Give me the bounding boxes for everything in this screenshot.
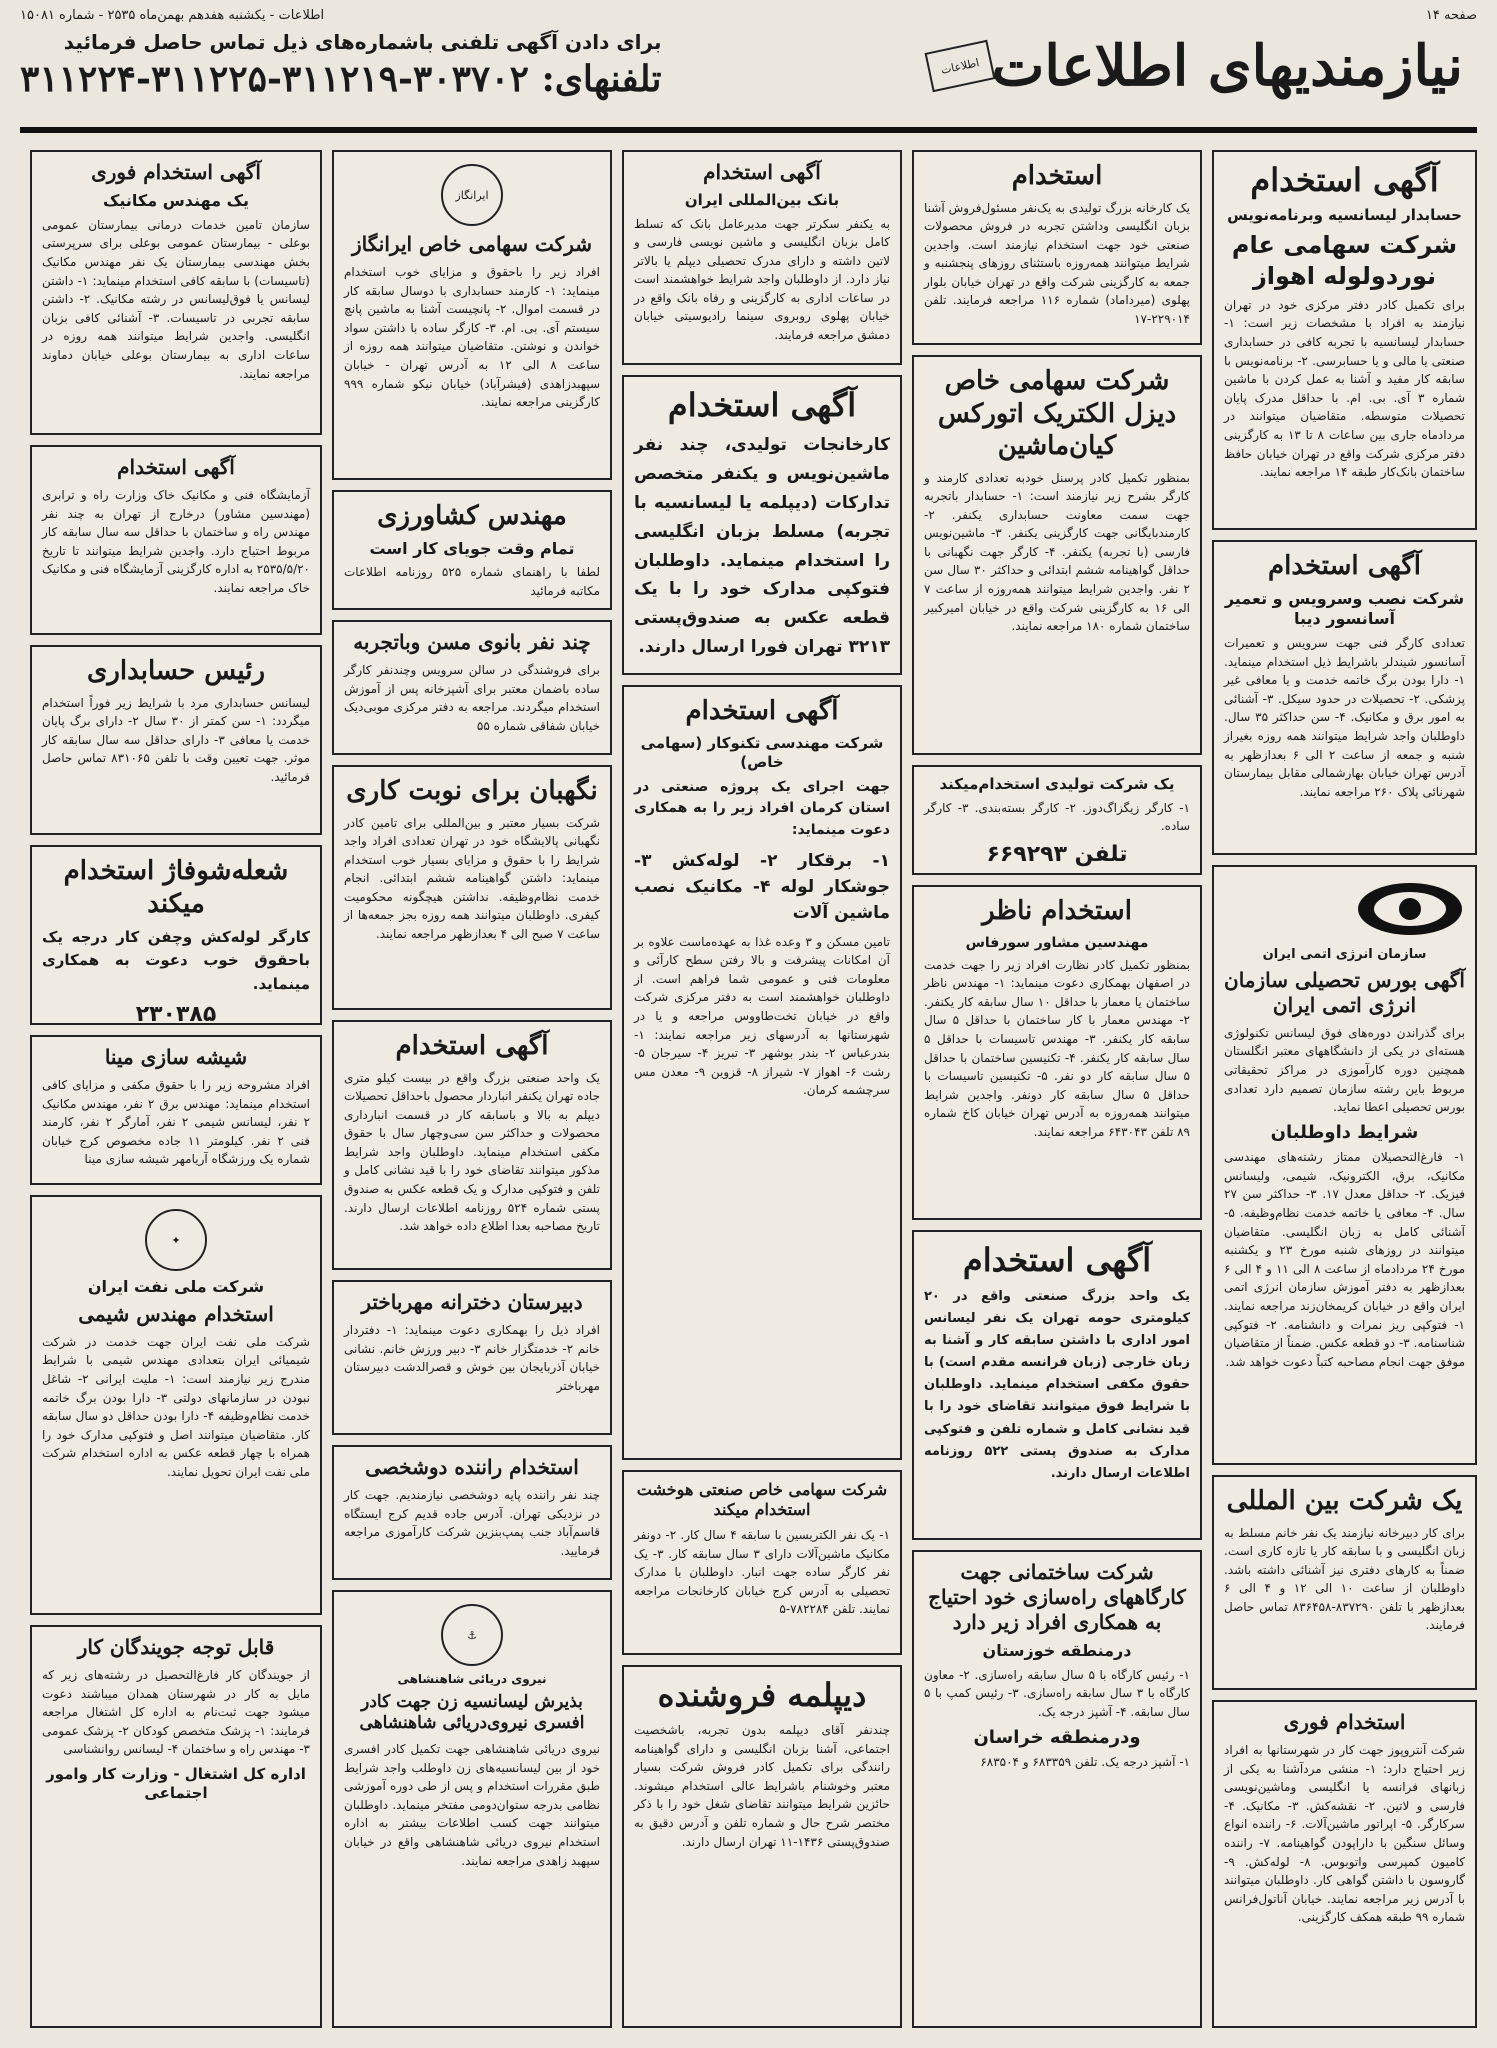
ad-body: سازمان تامین خدمات درمانی بیمارستان عمومی بوعلی - بیمارستان عمومی بوعلی برای سرپرستی بخش مهندسی بیمارستان یک نفر مهندس مکانیک (تاسیسات) با سابقه کافی استخدام مینماید: ۱- داشتن لیسانس یا فوق‌لیسانس در رشته مکانیک. ۲- داشتن سابقه تجربی در تاسیسات. ۳- آشنائی کافی بزبان انگلیسی. واجدین شرایط میتوانند همه روزه در ساعات اداری به بیمارستان بوعلی خیابان دماوند مراجعه نمایند. [42,217,311,381]
ad-body: یک واحد صنعتی بزرگ واقع در بیست کیلو متری جاده تهران یکنفر انباردار محصول باحداقل تحصیلات دیپلم به بالا و باسابقه کار در قسمت انبارداری محصولات و حداکثر سن سی‌وچهار سال با حقوق مکفی استخدام مینماید. داوطلبان واجد شرایط مذکور میتوانند تقاضای خود را با قید نشانی کامل و تلفن و فتوکپی مدارک و یک قطعه عکس به صندوق پستی شماره ۵۲۴ روزنامه اطلاعات ارسال دارند. تاریخ مصاحبه بعدا اطلاع داده خواهد شد. [344,1070,600,1234]
ad-body-1: ۱- رئیس کارگاه با ۵ سال سابقه راه‌سازی. ۲- معاون کارگاه با ۳ سال سابقه راه‌سازی. ۳- رئیس کمپ با ۵ سال سابقه. ۴- آشپز درجه یک. [924,1667,1191,1719]
ad-industrial-unit [912,1230,1202,1540]
ad-subtitle: تمام وقت جویای کار است [369,538,575,558]
ad-title: استخدام راننده دوشخصی [365,1455,579,1479]
ad-body: به یکنفر سکرتر جهت مدیرعامل بانک که تسلط کامل بزبان انگلیسی و ماشین نویسی فارسی و لاتین داشته و دارای مدرک تحصیلی دیپلم یا بالاتر نیاز دارد. از داوطلبان واجد شرایط خواهشمند است در ساعات اداری به کارگزینی و رفاه بانک واقع در خیابان پهلوی روبروی سینما رادیوسیتی خیابان دمشق مراجعه فرمایند. [634,216,890,343]
ad-body: برای گذراندن دوره‌های فوق لیسانس تکنولوژی هسته‌ای در یکی از دانشگاههای معتبر انگلستان همچنین دوره کارآموزی در مراکز تحقیقاتی مربوط باین رشته سازمان تصمیم دارد تعدادی بورس تحصیلی اعطا نماید. [1224,1025,1465,1115]
ad-body: چندنفر آقای دیپلمه بدون تجربه، باشخصیت اجتماعی، آشنا بزبان انگلیسی و دارای گواهینامه رانندگی برای تکمیل کادر فروش شرکت بسیار معتبر وخوشنام باشرایط عالی استخدام میشوند. حائزین شرایط میتوانند تقاضای شغل خود را با ذکر مختصر شرح حال و شماره تلفن و آدرس دقیق به صندوق‌پستی ۱۴۳۶-۱۱ تهران ارسال دارند. [634,1723,890,1849]
column-1 [1212,150,1477,2028]
ad-title: آگهی بورس تحصیلی سازمان انرژی اتمی ایران [1224,967,1465,1017]
irangaz-emblem-icon: ایرانگاز [441,164,503,226]
ad-title: آگهی استخدام [685,696,839,726]
ad-international-company [1212,1475,1477,1690]
ad-title: قابل توجه جویندگان کار [77,1635,275,1659]
ad-footer: اداره کل اشتغال - وزارت کار وامور اجتماعی [46,1764,306,1803]
ad-title: یک شرکت بین المللی [1226,1486,1463,1516]
ad-head-accountant [30,645,322,835]
ad-company: شرکت سهامی عام نوردولوله اهواز [1231,230,1458,290]
ad-title: آگهی استخدام [962,1241,1152,1279]
ad-title: شعله‌شوفاژ استخدام میکند [63,856,289,919]
ad-mina-glass [30,1035,322,1185]
ad-hookhesht [622,1470,902,1655]
ad-title: مهندس کشاورزی [377,501,567,531]
ad-title: شرکت سهامی خاص ایرانگاز [351,232,592,256]
ad-title: استخدام مهندس شیمی [78,1301,274,1326]
ad-title: شرکت ساختمانی جهت کارگاههای راه‌سازی خود احتیاج به همکاری افراد زیر دارد [928,1560,1186,1634]
ad-supervisor-hiring [912,885,1202,1220]
ad-body: یک واحد بزرگ صنعتی واقع در ۲۰ کیلومتری حومه تهران یک نفر لیسانس امور اداری با داشتن سابقه کار و آشنا به زبان خارجی (زبان فرانسه مقدم است) با حقوق مکفی استخدام مینماید. داوطلبان با شرایط فوق میتوانند تقاضای خود را با قید نشانی کامل و شماره تلفن و فتوکپی مدارک به صندوق پستی ۵۲۲ روزنامه اطلاعات ارسال دارند. [924,1289,1190,1481]
ad-agriculture-engineer [332,490,612,610]
ad-body: لطفا با راهنمای شماره ۵۲۵ روزنامه اطلاعات مکاتبه فرمائید [344,565,600,598]
ad-sholeh-shofaz [30,845,322,1025]
ad-emblem-caption: سازمان انرژی اتمی ایران [1262,947,1427,962]
atomic-energy-eye-icon [1355,879,1465,939]
ad-title: آگهی استخدام فوری [91,160,261,184]
ad-subtitle: شرکت نصب وسرویس و تعمیر آسانسور دیبا [1224,588,1465,629]
ad-region-1: درمنطقه خوزستان [982,1641,1132,1660]
ad-subtitle: یک مهندس مکانیک [103,191,249,210]
ad-title: دیپلمه فروشنده [657,1676,867,1714]
ad-subtitle: مهندسین مشاور سورفاس [965,934,1149,951]
newspaper-title: نیازمندیهای اطلاعات [991,33,1463,99]
ad-list: ۱- برقکار ۲- لوله‌کش ۳- جوشکار لوله ۴- مکانیک نصب ماشین آلات [634,850,890,924]
ad-driver-hiring [332,1445,612,1580]
ad-body: برای تکمیل کادر دفتر مرکزی خود در تهران نیازمند به افراد با مشخصات زیر است: ۱- حسابدار لیسانسیه با تجربه کافی در حسابداری صنعتی یا مالی و یا حسابرسی. ۲- برنامه‌نویس با سابقه کار مفید و آشنا به عمل کردن با ماشین شماره ۳ آی. بی. ام. با حداقل مدرک پایان تحصیلات متوسطه. متقاضیان میتوانند در مردادماه جاری بین ساعات ۸ تا ۱۳ به کارگزینی دفتر مرکزی شرکت واقع در تهران خیابان حافظ ساختمان بانک‌کار طبقه ۱۴ مراجعه نمایند. [1224,297,1466,480]
column-2 [912,150,1202,2028]
ad-body: شرکت بسیار معتبر و بین‌المللی برای تامین کادر نگهبانی پالایشگاه خود در تهران تعدادی افراد واجد شرایط را با حقوق و مزایای بسیار خوب استخدام مینماید: داشتن گواهینامه ششم ابتدائی. انجام خدمت نظام‌وظیفه. نداشتن هیچگونه محکومیت کیفری. داوطلبان میتوانند همه روزه بجز جمعه‌ها از ساعت ۷ صبح الی ۴ بعدازظهر مراجعه نمایند. [344,815,600,942]
ad-national-oil [30,1195,322,1615]
top-line [20,8,1477,30]
ad-title: بذیرش لیسانسیه زن جهت کادر افسری نیروی‌دریائی شاهنشاهی [359,1691,585,1733]
ad-body-2: تامین مسکن و ۳ وعده غذا به عهده‌ماست علاوه بر آن امکانات پیشرفت و بالا رفتن سطح کارآئی و معلومات فنی و عمومی شما فراهم است. از داوطلبان خواهشمند است به دفتر مرکزی شرکت واقع در خیابان تخت‌طاووس مراجعه و یا در شهرستانها به آدرسهای زیر مراجعه نمایند: ۱- بندرعباس ۲- بندر بوشهر ۳- تبریز ۴- سیرجان ۵- رشت ۶- اهواز ۷- شیراز ۸- قزوین ۹- معدن مس سرچشمه کرمان. [634,934,891,1098]
ad-subtitle: حسابدار لیسانسیه وبرنامه‌نویس [1227,206,1462,224]
ad-atomic-energy [1212,865,1477,1465]
ad-mehrbakhtar-school [332,1280,612,1435]
ad-body: کارخانجات تولیدی، چند نفر ماشین‌نویس و یکنفر متخصص تدارکات (دیپلمه یا لیسانسیه با تجربه) مسلط بزبان انگلیسی را استخدام مینماید. داوطلبان فتوکپی مدارک خود را با یک قطعه عکس به صندوق‌پستی ۳۲۱۳ تهران فورا ارسال دارند. [634,435,890,658]
ad-factories-typists [622,375,902,675]
ad-body: افراد ذیل را بهمکاری دعوت مینماید: ۱- دفتردار خانم ۲- خدمتگزار خانم ۳- دبیر ورزش خانم. نشانی خیابان آذربایجان بین خوش و قصرالدشت دبیرستان مهرباختر [344,1323,600,1393]
page-label: صفحه ۱۴ [1425,8,1477,23]
ad-emblem-caption: نیروی دریائی شاهنشاهی [397,1672,547,1686]
ad-body: افراد زیر را باحقوق و مزایای خوب استخدام مینماید: ۱- کارمند حسابداری با دوسال سابقه کار در قسمت اموال. ۲- پانچیست آشنا به ماشین پانچ سیستم آی. بی. ام. ۳- کارگر ساده با داشتن سواد خواندن و نوشتن. متقاضیان میتوانند همه روزه از ساعت ۸ الی ۱۲ به آدرس تهران - خیابان سپهبدزاهدی (فیشرآباد) خیابان نیکو شماره ۹۹۹ کارگزینی مراجعه نمایند. [344,265,601,410]
ad-job-seekers [30,1625,322,2028]
ad-sales-manager [912,150,1202,345]
ad-req-body: ۱- فارغ‌التحصیلان ممتاز رشته‌های مهندسی مکانیک، برق، الکترونیک، شیمی، ولیسانس فیزیک. ۲- حداقل معدل ۱۷. ۳- حداکثر سن ۲۷ سال. ۴- معافی یا خاتمه خدمت نظام‌وظیفه. ۵- آشنائی کامل به زبان انگلیسی. متقاضیان میتوانند در روزهای شنبه مورخ ۲۳ و یکشنبه مورخ ۲۴ مردادماه از ساعت ۸ الی ۱۱ و ۴ الی ۶ بعدازظهر به دفتر آموزش سازمان انرژی اتمی ایران واقع در خیابان کریمخان‌زند مراجعه نمایند. ۱- فتوکپی ریز نمرات و دانشنامه. ۲- فتوکپی شناسنامه. ۳- دو قطعه عکس. ضمناً از متقاضیان موفق جهت انجام مصاحبه کتباً دعوت خواهد شد. [1224,1150,1466,1369]
ad-body: برای کار دبیرخانه نیازمند یک نفر خانم مسلط به زبان انگلیسی و با سابقه کار یا تازه کاری است. ضمناً به کارهای دفتری نیز آشنائی داشته باشد. داوطلبان از ساعت ۱۰ الی ۱۲ و ۴ الی ۶ بعدازظهر با تلفن ۸۳۷۲۹۰-۸۳۶۴۵۸ تماس حاصل فرمایند. [1224,1525,1466,1633]
ad-title: نگهبان برای نوبت کاری [346,776,598,806]
ad-technokar [622,685,902,1460]
ad-body: بمنظور تکمیل کادر پرسنل خودبه تعدادی کارمند و کارگر بشرح زیر نیازمند است: ۱- حسابدار باتجربه جهت سمت معاونت حسابداری یکنفر. ۲- کارمندبایگانی جهت کارگزینی یکنفر. ۳- ماشین‌نویس فارسی (با تجربه) یکنفر. ۴- کارگر جهت نگهبانی با حداقل گواهینامه ششم ابتدائی و حداکثر ۳۰ سال سن ۲ نفر. واجدین شرایط میتوانند همه‌روزه از ساعت ۷ الی ۱۶ به کارگزینی شرکت واقع در خیابان امیرکبیر ساختمان شماره ۱۸۰ مراجعه نمایند. [924,470,1191,634]
ad-title: آگهی استخدام [117,455,235,479]
ad-body: آزمایشگاه فنی و مکانیک خاک وزارت راه و ترابری (مهندسین مشاور) درخارج از تهران به چند نفر مهندس راه و ساختمان با حداقل سه سال سابقه کار مربوط احتیاج دارد. واجدین شرایط میتوانند تا تاریخ ۲۵۳۵/۵/۲۰ به اداره کارگزینی آزمایشگاه فنی و مکانیک خاک مراجعه نمایند. [42,488,310,595]
ad-body-2: ۱- آشپز درجه یک. تلفن ۶۸۳۳۵۹ و ۶۸۳۵۰۴ [980,1754,1190,1769]
ad-title: آگهی استخدام [395,1031,549,1061]
column-5 [30,150,322,2028]
ad-irangaz [332,150,612,480]
ad-title: شیشه سازی مینا [104,1045,248,1069]
ad-body: لیسانس حسابداری مرد با شرایط زیر فوراً استخدام میگردد: ۱- سن کمتر از ۳۰ سال ۲- دارای برگ پایان خدمت یا معافی ۳- دارای حداقل سه سال سابقه کار موثر. جهت تعیین وقت با تلفن ۸۳۱۰۶۵ تماس حاصل فرمائید. [42,695,311,784]
ad-body: ۱- کارگر زیگزاگ‌دوز. ۲- کارگر بسته‌بندی. ۳- کارگر ساده. [924,800,1190,834]
phone-numbers: تلفنهای: ۳۰۳۷۰۲-۳۱۱۲۱۹-۳۱۱۲۲۵-۳۱۱۲۲۴ [20,58,662,100]
ad-phone: تلفن ۶۶۹۲۹۳ [986,841,1128,867]
ad-req-title: شرایط داوطلبان [1270,1121,1419,1143]
newspaper-logo: اطلاعات [924,40,995,92]
ad-title: رئیس حسابداری [86,656,266,686]
ad-title: استخدام [1011,161,1103,191]
issue-line: اطلاعات - یکشنبه هفدهم بهمن‌ماه ۲۵۳۵ - شماره ۱۵۰۸۱ [20,8,325,23]
ad-title: دبیرستان دخترانه مهرباختر [361,1290,583,1314]
ad-body: افراد مشروحه زیر را با حقوق مکفی و مزایای کافی استخدام مینماید: مهندس برق ۲ نفر، مهندس مکانیک ۲ نفر، لیسانس شیمی ۲ نفر، آمارگر ۲ نفر، کارمند فنی ۲ نفر. کیلومتر ۱۱ جاده مخصوص کرج خیابان شماره یک ورزشگاه آریامهر شیشه سازی مینا [42,1078,311,1167]
ad-body: تعدادی کارگر فنی جهت سرویس و تعمیرات آسانسور شیندلر باشرایط ذیل استخدام مینماید. ۱- دارا بودن برگ خاتمه خدمت و یا معافی غیر پزشکی. ۲- تحصیلات در حدود سیکل. ۳- آشنائی به امور برق و مکانیک. ۴- سن حداکثر ۳۵ سال. داوطلبان واجد شرایط میتوانند همه روزه بغیراز شنبه و جمعه از ساعت ۲ الی ۶ بعدازظهر به آدرس تهران خیابان بهارشمالی مقابل بیمارستان شهرنائی پلاک ۲۶۰ مراجعه نمایند. [1224,636,1466,799]
ad-title: آگهی استخدام [703,160,821,184]
ad-body: شرکت ملی نفت ایران جهت خدمت در شرکت شیمیائی ایران بتعدادی مهندس شیمی با شرایط مندرج زیر نیازمند است: ۱- ملیت ایرانی ۲- شاغل نبودن در سازمانهای دولتی ۳- دارا بودن برگ خاتمه خدمت نظام‌وظیفه ۴- دارا بودن حداقل دو سال سابقه کار. متقاضیان میتوانند اصل و فتوکپی مدارک خود را همراه با چهار قطعه عکس به اداره استخدام شرکت ملی نفت ایران تحویل نمایند. [42,1334,311,1479]
ad-body: ۱- یک نفر الکتریسین با سابقه ۴ سال کار. ۲- دونفر مکانیک ماشین‌آلات دارای ۳ سال سابقه کار. ۳- یک نفر کارگر ساده جهت انبار. داوطلبان با مدارک تحصیلی به آدرس کرج خیابان کارخانجات مراجعه نمایند. تلفن ۷۸۲۲۸۴-۵ [634,1528,890,1617]
masthead-phones [20,30,662,100]
ad-emblem-caption: شرکت ملی نفت ایران [87,1277,265,1296]
column-4 [332,150,612,2028]
ad-body: یک کارخانه بزرگ تولیدی به یک‌نفر مسئول‌فروش آشنا بزبان انگلیسی وداشتن تجربه در فروش محصولات صنعتی خود جهت استخدام نیازمند است. واجدین شرایط میتوانند همه‌روزه باستثنای روزهای پنجشنبه و جمعه به کارگزینی شرکت واقع در تهران خیابان بلوار پهلوی (میرداماد) شماره ۱۱۶ مراجعه فرمایند. تلفن ۲۲۹۰۱۴-۱۷ [924,200,1191,327]
ad-construction-company [912,1550,1202,2028]
ad-title: آگهی استخدام [1268,551,1421,581]
ad-production-company [912,765,1202,875]
ad-subtitle: شرکت مهندسی تکنوکار (سهامی خاص) [640,733,884,771]
ad-subtitle: بانک بین‌المللی ایران [684,191,840,209]
ad-body: بمنظور تکمیل کادر نظارت افراد زیر را جهت خدمت در اصفهان بهمکاری دعوت مینماید: ۱- مهندس ناظر ساختمان یا معمار با حداقل ۱۰ سال سابقه کار یکنفر. ۲- مهندس معمار با کار ساختمان با حداقل ۵ سال سابقه کار یکنفر. ۳- مهندس تاسیسات با حداقل ۵ سال سابقه کار یکنفر. ۴- تکنیسین ساختمان با حداقل ۵ سال سابقه کار دو نفر. ۵- تکنیسین تاسیسات با حداقل ۵ سال سابقه کار دونفر. واجدین شرایط میتوانند همه‌روزه به آدرس تهران خیابان کاخ شماره ۸۹ تلفن ۶۴۳۰۴۳ مراجعه نمایند. [924,957,1191,1140]
masthead-title-block [920,30,1477,103]
ad-warehouse-keeper [332,1020,612,1270]
column-3 [622,150,902,2028]
ad-body: برای فروشندگی در سالن سرویس وچندنفر کارگر ساده باضمان معتبر برای آشپزخانه پس از آموزش استخدام میگردند. مراجعه به دفتر مرکزی موبی‌دیک خیابان شفاقی شماره ۵۵ [344,663,600,733]
ad-elderly-ladies [332,620,612,755]
navy-anchor-icon: ⚓ [441,1604,503,1666]
ad-soil-lab [30,445,322,635]
ad-body: کارگر لوله‌کش وچفن کار درجه یک باحقوق خوب دعوت به همکاری مینماید. [42,928,310,993]
ad-body: نیروی دریائی شاهنشاهی جهت تکمیل کادر افسری خود از بین لیسانسیه‌های زن داوطلب واجد شرایط طبق مقررات استخدام و پس از طی دوره آموزشی نظامی بدرجه ستوان‌دومی مفتخر مینماید. داوطلبان میتوانند جهت کسب اطلاعات بیشتر به اداره استخدام نیروی دریائی شاهنشاهی واقع در خیابان سپهبد زاهدی مراجعه نمایند. [344,1742,600,1868]
ad-shift-guard [332,765,612,1010]
masthead-rule [20,127,1477,133]
ad-title: چند نفر بانوی مسن وباتجربه [353,630,591,654]
ad-body: جهت اجرای یک پروژه صنعتی در استان کرمان افراد زیر را به همکاری دعوت مینماید: [634,778,890,838]
ad-title: استخدام فوری [1283,1710,1406,1734]
ad-mechanical-engineer [30,150,322,435]
ad-urgent-hiring [1212,1700,1477,2028]
ad-title: آگهی استخدام [1250,161,1439,199]
ad-salesman-diploma [622,1665,902,2028]
ad-navy [332,1590,612,2028]
ad-diesel-electric [912,355,1202,755]
ad-body: شرکت آنتروپوز جهت کار در شهرستانها به افراد زیر احتیاج دارد: ۱- منشی مردآشنا به یکی از زبانهای فرانسه یا انگلیسی وماشین‌نویسی فارسی و لاتین. ۲- نقشه‌کش. ۳- مکانیک. ۴- سرکارگر. ۵- اپراتور ماشین‌آلات. ۶- راننده انواع وسائل سنگین با داراپودن گواهینامه. ۷- راننده کامیون کمپرسی واتوبوس. ۸- لوله‌کش. ۹- گاروسون با داشتن گواهی کار. داوطلبان میتوانند با آدرس زیر مراجعه نمایند. خیابان آناتول‌فرانس شماره ۹۹ طبقه همکف کارگزینی. [1224,1743,1465,1925]
ad-title: یک شرکت تولیدی استخدام‌میکند [939,775,1175,793]
ad-title: شرکت سهامی خاص دیزل الکتریک اتورکس کیان‌ماشین [937,366,1177,461]
ad-title: استخدام ناظر [982,896,1132,926]
ad-diba-elevator [1212,540,1477,855]
ad-title: شرکت سهامی خاص صنعتی هوخشت استخدام میکند [636,1480,888,1519]
ad-iran-international-bank [622,150,902,365]
ad-region-2: ودرمنطقه خراسان [973,1726,1141,1748]
ad-body: از جویندگان کار فارغ‌التحصیل در رشته‌های زیر که مایل به کار در شهرستان همدان میباشند دعوت میشود جهت ثبت‌نام به اداره کل اشتغال مراجعه فرمایند: ۱- پزشک متخصص کودکان ۲- پزشک عمومی ۳- مهندس راه و ساختمان ۴- لیسانس روانشناسی [42,1668,310,1757]
oil-company-emblem-icon: ✦ [145,1209,207,1271]
ad-phone: ۲۳۰۳۸۵ [135,1001,217,1025]
call-note: برای دادن آگهی تلفنی باشماره‌های ذیل تماس حاصل فرمائید [63,30,662,54]
ad-norad-pipe [1212,150,1477,530]
ad-body: چند نفر راننده پایه دوشخصی نیازمندیم. جهت کار در نزدیکی تهران. آدرس جاده قدیم کرج ایستگاه قاسم‌آباد جنب پمپ‌بنزین شرکت کارآموزی مراجعه فرمایید. [344,1488,600,1558]
masthead [20,30,1477,125]
ad-title: آگهی استخدام [667,386,857,424]
